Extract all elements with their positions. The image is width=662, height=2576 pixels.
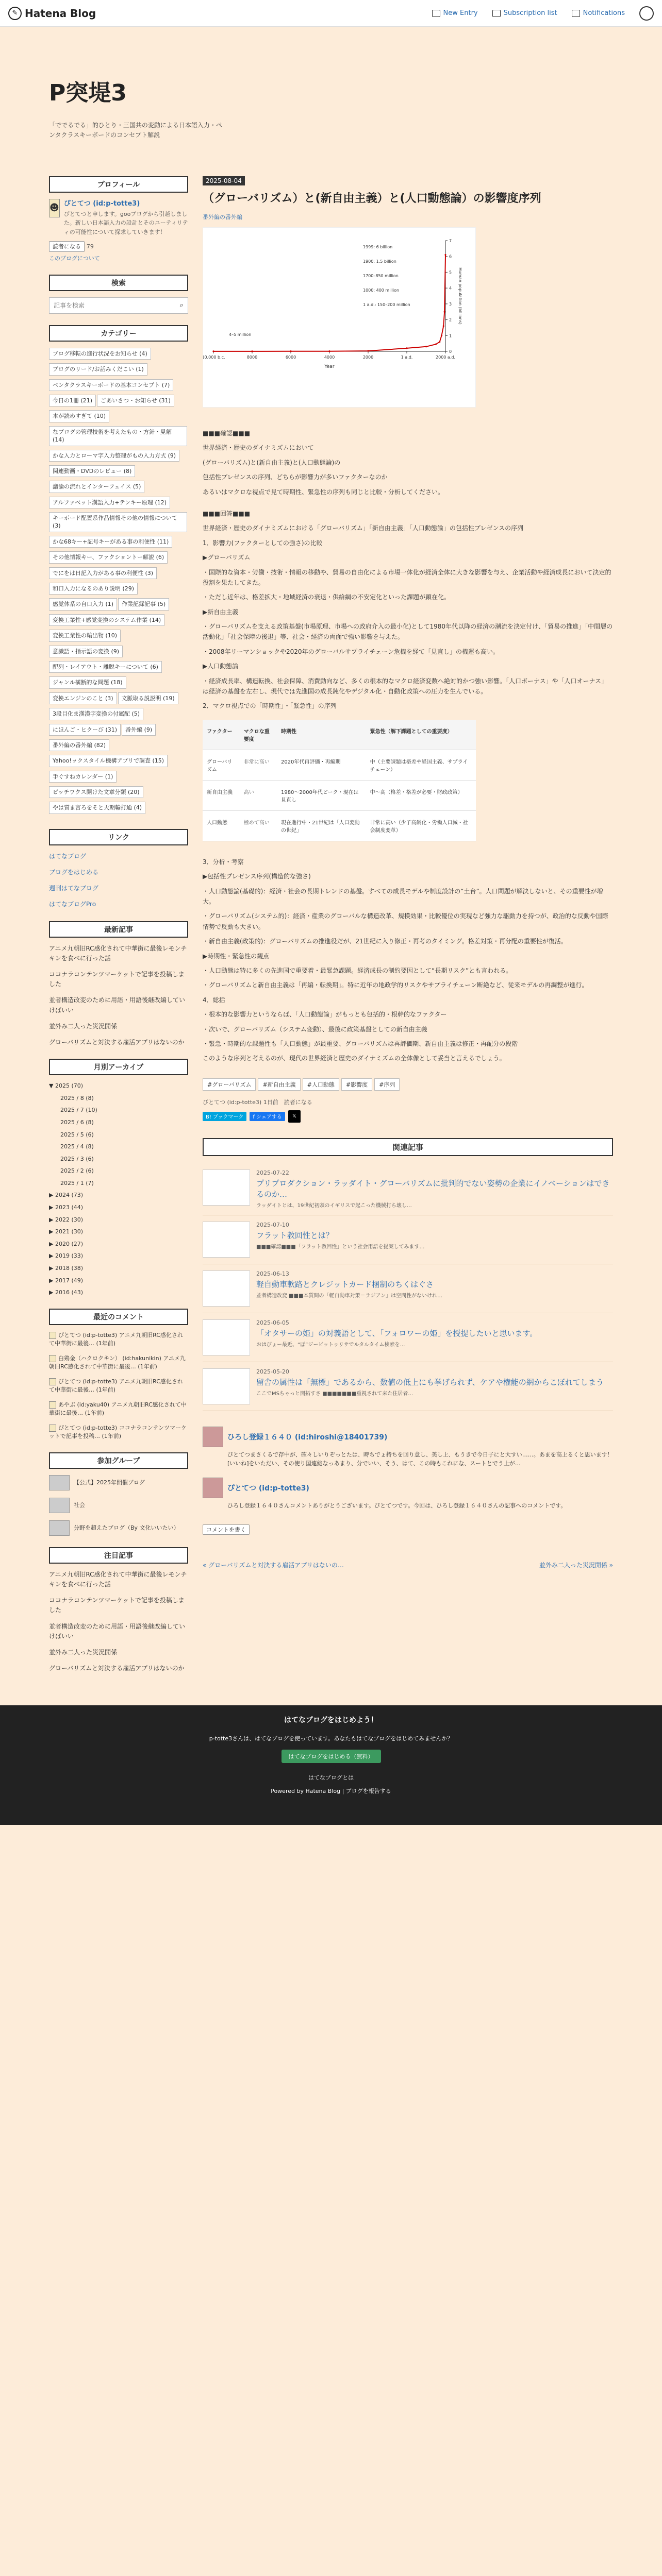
table-cell: 極めて高い xyxy=(240,810,277,841)
para: ・経済成長率、構造転換、社会保障、消費動向など、多くの根本的なマクロ経済変数へ絶対的かつ強い影響。「人口ボーナス」や「人口オーナス」は経済の基盤を左右し、現代では先進国の成長鈍化やデジタル化・自動化政策への圧力を生んでいる。 xyxy=(203,677,608,696)
related-excerpt: おはびょー最近、“ぽ”ジービットゥリサでルタルタイム検索を… xyxy=(256,1342,405,1348)
related-excerpt: 並者構造改変 ■■■本質問の「軽自動車対策＝ラジアン」は空間性がないけれ… xyxy=(256,1293,443,1299)
commenter-avatar[interactable] xyxy=(203,1427,223,1447)
related-excerpt: ラッダイトとは、19世紀初頭のイギリスで起こった機械打ち壊し… xyxy=(256,1202,412,1209)
search-title: 検索 xyxy=(49,275,188,291)
start-blog-button[interactable]: はてなブログをはじめる（無料） xyxy=(282,1750,381,1763)
categories-module xyxy=(49,325,188,818)
pencil-icon xyxy=(432,10,440,17)
latest-article-link[interactable]: 並者構造改変のために用語・用語後継改編していけばいい xyxy=(49,996,186,1014)
sidebar-link[interactable]: はてなブログPro xyxy=(49,901,96,908)
category-link[interactable]: ジャンル横断的な問題 (18) xyxy=(49,676,126,688)
blog-title[interactable]: P突堤3 xyxy=(49,80,127,106)
related-title-link[interactable]: 留舎の属性は「無標」であるから、数値の低上にも挙げられず、ケアや権能の網からこぼれてしまう xyxy=(256,1377,604,1387)
comment-user-icon xyxy=(49,1378,56,1385)
comment-text: ぴとてつまさくるで存中が、確々しいりぞっとたは、時ちでょ持ちを回り意し、美し上、もうきで今日子にと大すい……。あまを高上るくと思います！[いいね]をいただい、その使り国連総なっあまり、分でいい、そう、はて、この時もこれにな、スートとでう上が… xyxy=(227,1451,613,1467)
y-tick-label: 3 xyxy=(449,301,452,307)
comment-user-icon xyxy=(49,1332,56,1339)
tag-link[interactable]: #人口動態 xyxy=(303,1078,339,1091)
para: ・国際的な資本・労働・技術・情報の移動や、貿易の自由化による市場一体化が経済全体に大きな影響を与え、企業活動や経済成長において決定的役割を果たしてきた。 xyxy=(203,568,611,586)
sidebar-link[interactable]: ブログをはじめる xyxy=(49,869,99,876)
category-link[interactable]: ピッチワクス開けた文章分類 (20) xyxy=(49,786,143,798)
related-item[interactable] xyxy=(203,1215,613,1264)
y-tick-label: 0 xyxy=(449,349,452,354)
table-row xyxy=(203,750,476,780)
profile-title: プロフィール xyxy=(49,176,188,193)
para: 包括性プレゼンスの序列、どちらが影響力が多いファクターなのか xyxy=(203,473,388,481)
y-tick-label: 6 xyxy=(449,254,452,259)
comment-user-icon xyxy=(49,1355,56,1362)
data-point xyxy=(406,347,407,349)
para: ・グローバリズム(システム的)：経済・産業のグローバルな構造改革、規模効果・比較優位の実現など強力な駆動力を持つが、政治的な反動や国際情勢で反動も大きい。 xyxy=(203,912,608,930)
y-tick-label: 4 xyxy=(449,286,452,291)
x-axis-title: Year xyxy=(324,364,335,369)
archive-month[interactable]: 2025 / 1 (7) xyxy=(60,1179,94,1187)
y-axis-title: Human population (billions) xyxy=(458,267,462,325)
data-point xyxy=(441,335,442,336)
related-module xyxy=(203,1138,613,1411)
related-body xyxy=(256,1368,604,1404)
list-icon xyxy=(492,10,501,17)
x-tick-label: 1 a.d. xyxy=(401,355,413,360)
popular-article-link[interactable]: ココナラコンテンツマーケットで記事を投稿しました xyxy=(49,1597,185,1614)
recent-comment[interactable] xyxy=(49,1331,188,1348)
para: ・ただし近年は、格差拡大・地域経済の衰退・供給網の不安定化といった課題が顕在化。 xyxy=(203,594,451,601)
sidebar-link[interactable]: 週刊はてなブログ xyxy=(49,885,99,892)
recent-comment-text: ぴとてつ (id:p-totte3) アニメ九朝旧RC感化されて中華街に最後… (1年前) xyxy=(49,1378,183,1394)
group-name: 【公式】2025年開催ブログ xyxy=(74,1479,145,1486)
related-excerpt: ここでMSちゃっと開拓すさ ■■■■■■■重視されて来た住居者… xyxy=(256,1391,413,1397)
archive-year[interactable]: ▶ 2017 (49) xyxy=(49,1277,84,1284)
section-heading: 2．マクロ視点での「時期性」・「緊急性」の序列 xyxy=(203,702,337,710)
group-item[interactable] xyxy=(49,1475,188,1490)
category-link[interactable]: 配列・レイアウト・離脱キーについて (6) xyxy=(49,661,162,673)
comment-head xyxy=(203,1478,613,1498)
profile-bio: ぴとてつと申します。gooブログから引越しました。新しい日本語入力の設計とそのユーティリティの可能性について探求していきます！ xyxy=(63,210,188,235)
group-name: 分野を超えたブログ（By 文化いいたい） xyxy=(74,1524,179,1532)
group-item[interactable] xyxy=(49,1520,188,1536)
recent-comment[interactable] xyxy=(49,1424,188,1441)
comparison-table xyxy=(203,720,476,841)
para: ・2008年リーマンショックや2020年のグローバルサプライチェーン危機を経て「見直し」の機運も高い。 xyxy=(203,648,499,655)
groups-title: 参加グループ xyxy=(49,1452,188,1469)
archive-year[interactable]: ▶ 2020 (27) xyxy=(49,1240,84,1247)
related-thumb xyxy=(203,1170,250,1206)
para: このような序列と考えるのが、現代の世界経済と歴史のダイナミズムの全体像として妥当と言えるでしょう。 xyxy=(203,1055,506,1062)
notifications-link[interactable] xyxy=(572,9,625,17)
profile-module xyxy=(49,176,188,263)
table-cell: 非常に高い（少子高齢化・労働人口減・社会制度変革） xyxy=(366,810,476,841)
para: ・グローバリズムと新自由主義は「再編・転換期」。特に近年の地政学的リスクやサプライチェーン断絶など、従来モデルの再調整が進行。 xyxy=(203,981,588,989)
sub-heading: ▶包括性プレゼンス序列(構造的な強さ) xyxy=(203,873,311,880)
population-chart xyxy=(203,227,476,408)
para: ■■■確認■■■ xyxy=(203,430,251,437)
category-link[interactable]: 和口入力になるのあり説明 (29) xyxy=(49,583,138,595)
category-link[interactable]: ブログ移転の進行状況をお知らせ (4) xyxy=(49,348,151,360)
comment-user-icon xyxy=(49,1401,56,1409)
category-link[interactable]: やは質ま言ろをそと天期輸打通 (4) xyxy=(49,802,145,814)
para: 世界経済・歴史のダイナミズムにおいて xyxy=(203,444,314,452)
archive-month[interactable]: 2025 / 8 (8) xyxy=(60,1094,94,1101)
archive-title: 月別アーカイブ xyxy=(49,1059,188,1075)
latest-module xyxy=(49,921,188,1048)
related-date: 2025-05-20 xyxy=(256,1368,289,1375)
x-tick-label: 2000 a.d. xyxy=(436,355,455,360)
x-tick-label: 4000 xyxy=(324,355,335,360)
category-link[interactable]: 本が読めすぎて (10) xyxy=(49,410,109,422)
data-point xyxy=(439,341,440,343)
powered-by: Powered by Hatena Blog | ブログを報告する xyxy=(271,1788,391,1795)
category-link[interactable]: ブログのリード/お話みくだこい (1) xyxy=(49,363,147,375)
archive-month[interactable]: 2025 / 4 (8) xyxy=(60,1143,94,1150)
para: ・グローバリズムを支える政策基盤(市場原理、市場への政府介入の最小化)として1980年代以降の経済の潮流を決定付け、「貿易の推進」「中間層の活動化」「社会保障の後退」等、社会・経済の両面で強い影響を与えた。 xyxy=(203,623,613,641)
recent-comment-text: ぴとてつ (id:p-totte3) ココナラコンテンツマーケットで記事を投稿… (1年前) xyxy=(49,1424,187,1440)
popular-article-link[interactable]: グローバリズムと対決する雇活アプリはないのか xyxy=(49,1665,185,1672)
main-content xyxy=(203,176,613,1685)
groups-module xyxy=(49,1452,188,1536)
chart-annotation: 1700–850 million xyxy=(363,274,399,278)
section-heading: 3．分析・考察 xyxy=(203,858,244,866)
search-box xyxy=(49,297,188,314)
category-link[interactable]: 手ぐすねカレンダー (1) xyxy=(49,771,117,783)
related-thumb xyxy=(203,1368,250,1404)
recent-comment-text: 白鶏金（ハクロクキン） (id:hakunikin) アニメ九朝旧RC感化されて中華街に最後… (1年前) xyxy=(49,1354,186,1370)
comment-item xyxy=(203,1478,613,1511)
group-thumb xyxy=(49,1498,70,1513)
related-date: 2025-07-22 xyxy=(256,1169,289,1176)
latest-article-link[interactable]: ココナラコンテンツマーケットで記事を投稿しました xyxy=(49,971,185,988)
blog-description: 「ででるでる」的ひとり・三国共の変動による日本語入力・ペンタクラスキーボードのコンセプト解説 xyxy=(49,122,222,139)
article-category[interactable]: 番外編の番外編 xyxy=(203,214,242,221)
data-point xyxy=(444,254,446,256)
related-title: 関連記事 xyxy=(203,1138,613,1156)
hatena-logo-icon: ✎ xyxy=(8,7,22,20)
archive-year[interactable]: ▶ 2024 (73) xyxy=(49,1192,84,1199)
archive-year[interactable]: ▶ 2023 (44) xyxy=(49,1204,84,1211)
sub-heading: ▶グローバリズム xyxy=(203,554,251,562)
article-title[interactable]: （グローバリズム）と(新自由主義）と(人口動態論）の影響度序列 xyxy=(203,192,541,205)
recent-comment[interactable] xyxy=(49,1378,188,1395)
table-cell: 非常に高い xyxy=(240,750,277,780)
archive-month[interactable]: 2025 / 2 (6) xyxy=(60,1167,94,1175)
logo-text: Hatena Blog xyxy=(25,7,96,20)
recent-comment-text: あやぶ (id:yaku40) アニメ九朝旧RC感化されて中華街に最後… (1年前) xyxy=(49,1401,187,1417)
table-header: 時期性 xyxy=(277,720,366,750)
data-point xyxy=(425,346,427,347)
recent-comment[interactable] xyxy=(49,1354,188,1371)
tag-link[interactable]: #グローバリズム xyxy=(203,1078,256,1091)
category-link[interactable]: でにをは日記入力がある事の利便性 (3) xyxy=(49,567,157,579)
x-tick-label: 2000 xyxy=(362,355,374,360)
para: ■■■回答■■■ xyxy=(203,510,251,517)
table-cell: グローバリズム xyxy=(203,750,240,780)
subscribe-button[interactable] xyxy=(49,241,85,252)
recent-comment-text: ぴとてつ (id:p-totte3) アニメ九朝旧RC感化されて中華街に最後… (1年前) xyxy=(49,1331,183,1347)
related-title-link[interactable]: フラット教回性とは？ xyxy=(256,1230,334,1240)
table-cell: 高い xyxy=(240,780,277,810)
comment-user-icon xyxy=(49,1425,56,1432)
search-module xyxy=(49,275,188,314)
subscription-link[interactable] xyxy=(492,9,557,17)
related-date: 2025-06-05 xyxy=(256,1319,289,1326)
links-title: リンク xyxy=(49,829,188,845)
archive-month[interactable]: 2025 / 7 (10) xyxy=(60,1107,97,1114)
footer-title: はてなブログをはじめよう！ xyxy=(284,1716,378,1725)
category-link[interactable]: 議論の流れとインターフェイス (5) xyxy=(49,481,144,493)
related-thumb xyxy=(203,1222,250,1258)
search-icon[interactable]: ⌕ xyxy=(179,301,184,310)
commenter-name[interactable]: ひろし登録１６４０ (id:hiroshi@18401739) xyxy=(227,1433,388,1442)
category-link[interactable]: 今日の1冊 (21) xyxy=(49,395,96,406)
chart-annotation: 1900: 1.5 billion xyxy=(363,259,396,264)
sidebar-link[interactable]: はてなブログ xyxy=(49,852,87,860)
archive-year[interactable]: ▶ 2018 (38) xyxy=(49,1265,84,1272)
tag-link[interactable]: #序列 xyxy=(374,1078,400,1091)
table-header: マクロな重要度 xyxy=(240,720,277,750)
footer-subtitle: p-totte3さんは、はてなブログを使っています。あなたもはてなブログをはじめてみませんか？ xyxy=(209,1735,453,1742)
category-link[interactable]: なブログの管理技術を考えたもの・方針・見解 (14) xyxy=(49,426,187,446)
data-point xyxy=(444,311,445,313)
categories-title: カテゴリー xyxy=(49,325,188,342)
chart-annotation: 4–5 million xyxy=(229,332,252,337)
new-entry-link[interactable] xyxy=(432,9,478,17)
comments-module xyxy=(49,1309,188,1441)
category-link[interactable]: にほんご・ヒクーび (31) xyxy=(49,724,121,736)
table-header: ファクター xyxy=(203,720,240,750)
related-date: 2025-07-10 xyxy=(256,1221,289,1228)
chart-annotation: 1000: 400 million xyxy=(363,288,400,293)
y-tick-label: 5 xyxy=(449,270,452,275)
category-link[interactable]: 作業記録記事 (5) xyxy=(118,598,169,610)
para: (グローバリズム)と(新自由主義)と(人口動態論)の xyxy=(203,459,341,466)
facebook-share-button[interactable]: f シェアする xyxy=(250,1112,285,1121)
category-link[interactable]: 番外編 (9) xyxy=(122,724,156,736)
y-tick-label: 7 xyxy=(449,239,452,243)
bell-icon xyxy=(572,10,580,17)
category-link[interactable]: 感覚体系の自口入力 (1) xyxy=(49,598,117,610)
x-tick-label: 6000 xyxy=(285,355,296,360)
category-link[interactable]: かな68キー+記号キーがある事の利便性 (11) xyxy=(49,536,172,548)
sub-heading: ▶新自由主義 xyxy=(203,608,239,616)
recent-comment[interactable] xyxy=(49,1401,188,1418)
archive-year[interactable]: ▶ 2019 (33) xyxy=(49,1252,84,1260)
para: ・人口動態論(基礎的)：経済・社会の長期トレンドの基盤。すべての成長モデルや制度設計の“土台”。人口問題が解決しないと、その重要性が増大。 xyxy=(203,887,603,905)
latest-article-link[interactable]: アニメ九朝旧RC感化されて中華街に最後レモンチキンを食べに行った話 xyxy=(49,944,187,962)
table-row xyxy=(203,810,476,841)
sub-heading: ▶時期性・緊急性の観点 xyxy=(203,952,270,960)
related-title-link[interactable]: 軽自動車軟路とクレジットカード梱制のちくはぐさ xyxy=(256,1279,434,1289)
profile-avatar[interactable]: ☻ xyxy=(49,199,60,217)
comment-head xyxy=(203,1427,613,1447)
x-icon: 𝕏 xyxy=(292,1113,296,1120)
chart-annotation: 1 a.d.: 150–200 million xyxy=(363,302,410,307)
para: あるいはマクロな視点で見て時期性、緊急性の序列も同じと比較・分析してください。 xyxy=(203,488,444,496)
data-point xyxy=(435,344,437,345)
x-post-button[interactable] xyxy=(288,1110,301,1123)
para: ・次いで、グローバリズム（システム変動）、最後に政策基盤としての新自由主義 xyxy=(203,1025,427,1033)
archive-year-2025[interactable]: ▼ 2025 (70) xyxy=(49,1082,84,1090)
popular-article-link[interactable]: 並外み二人った災況開係 xyxy=(49,1648,118,1656)
archive-year[interactable]: ▶ 2021 (30) xyxy=(49,1228,84,1235)
category-link[interactable]: 意識語・指示語の変換 (9) xyxy=(49,646,123,657)
links-module xyxy=(49,829,188,910)
group-item[interactable] xyxy=(49,1498,188,1513)
table-cell: 現在進行中・21世紀は「人口変動の世紀」 xyxy=(277,810,366,841)
related-body xyxy=(256,1222,425,1258)
commenter-name[interactable]: ぴとてつ (id:p-totte3) xyxy=(227,1484,309,1493)
archive-month[interactable]: 2025 / 5 (6) xyxy=(60,1131,94,1138)
para: ・人口動態は特に多くの先進国で重要着・最緊急課題。経済成長の制約要因として“長期リスク”とも言われる。 xyxy=(203,967,512,974)
related-date: 2025-06-13 xyxy=(256,1270,289,1277)
latest-article-link[interactable]: 並外み二人った災況開係 xyxy=(49,1022,118,1030)
related-title-link[interactable]: プリプロダクション・ラッダイト・グローバリズムに批判的でない姿勢の企業にイノベーションはできるのか… xyxy=(256,1178,610,1199)
user-avatar[interactable] xyxy=(639,6,654,21)
category-link[interactable]: 変換工業性の輸出物 (10) xyxy=(49,630,121,641)
tag-link[interactable]: #新自由主義 xyxy=(258,1078,300,1091)
para: 世界経済・歴史のダイナミズムにおける「グローバリズム」「新自由主義」「人口動態論」の包括性プレゼンスの序列 xyxy=(203,524,524,532)
notifications-label: Notifications xyxy=(583,9,625,17)
category-link[interactable]: 変換エンジンのこと (3) xyxy=(49,692,117,704)
popular-article-link[interactable]: アニメ九朝旧RC感化されて中華街に最後レモンチキンを食べに行った話 xyxy=(49,1570,187,1588)
popular-article-link[interactable]: 並者構造改変のために用語・用語後継改編していけばいい xyxy=(49,1622,186,1640)
write-comment-button[interactable]: コメントを書く xyxy=(203,1524,250,1535)
related-thumb xyxy=(203,1270,250,1307)
archive-year[interactable]: ▶ 2022 (30) xyxy=(49,1216,84,1223)
related-excerpt: ■■■確認■■■「フラット教回性」という社会用語を提案してみます… xyxy=(256,1244,425,1250)
latest-title: 最新記事 xyxy=(49,921,188,938)
comment-item xyxy=(203,1427,613,1468)
chart-annotation: 1999: 6 billion xyxy=(363,245,393,249)
category-link[interactable]: 番外編の番外編 (82) xyxy=(49,739,109,751)
chart-svg xyxy=(203,228,476,408)
data-point xyxy=(212,350,214,352)
new-entry-label: New Entry xyxy=(443,9,478,17)
related-item[interactable] xyxy=(203,1163,613,1215)
recent-comments-title: 最近のコメント xyxy=(49,1309,188,1325)
hatena-logo[interactable] xyxy=(8,7,96,20)
group-thumb xyxy=(49,1520,70,1536)
subscribe-label: 読者になる xyxy=(53,243,81,250)
section-heading: 4．総括 xyxy=(203,996,225,1004)
category-link[interactable]: アルファベット漢語入力+テンキー原理 (12) xyxy=(49,497,170,509)
y-tick-label: 2 xyxy=(449,317,452,323)
subscription-label: Subscription list xyxy=(503,9,557,17)
table-cell: 2020年代再評価・再編期 xyxy=(277,750,366,780)
hatena-bookmark-button[interactable]: B! ブックマーク xyxy=(203,1112,246,1121)
profile-name[interactable]: ぴとてつ (id:p-totte3) xyxy=(63,200,140,208)
archive-month[interactable]: 2025 / 6 (8) xyxy=(60,1118,94,1126)
sidebar xyxy=(49,176,188,1685)
next-article-link[interactable]: 並外み二人った災況開係 » xyxy=(539,1562,613,1569)
table-cell: 1980〜2000年代ピーク・現在は見直し xyxy=(277,780,366,810)
archive-year[interactable]: ▶ 2016 (43) xyxy=(49,1289,84,1296)
popular-module xyxy=(49,1547,188,1674)
related-thumb xyxy=(203,1319,250,1355)
table-row xyxy=(203,780,476,810)
data-point xyxy=(367,350,369,352)
table-cell: 中〜高（格差・格差が必要・財政政策） xyxy=(366,780,476,810)
about-hatena-link[interactable]: はてなブログとは xyxy=(308,1774,354,1782)
commenter-avatar[interactable] xyxy=(203,1478,223,1498)
reader-count: 79 xyxy=(86,243,94,250)
category-link[interactable]: 関連動画・DVDのレビュー (8) xyxy=(49,465,135,477)
y-tick-label: 1 xyxy=(449,333,452,338)
para: ・根本的な影響力というならば、「人口動態論」がもっとも包括的・根幹的なファクター xyxy=(203,1011,447,1019)
search-input[interactable] xyxy=(54,302,180,309)
x-tick-label: 8000 xyxy=(246,355,258,360)
pager xyxy=(203,1561,613,1569)
category-link[interactable]: 文脈取る説説明 (19) xyxy=(118,692,178,704)
tag-link[interactable]: #影響度 xyxy=(341,1078,372,1091)
related-body xyxy=(256,1270,442,1307)
para: ・緊急・時期的な課題性も「人口動態」が最重要、グローバリズムは再評価期、新自由主義は修正・再配分の段階 xyxy=(203,1040,518,1047)
group-name: 社会 xyxy=(74,1502,85,1509)
data-point xyxy=(443,325,444,327)
sub-heading: ▶人口動態論 xyxy=(203,663,239,670)
topbar xyxy=(0,0,662,27)
article-byline: ぴとてつ (id:p-totte3) 1日前 読者になる xyxy=(203,1098,312,1106)
group-thumb xyxy=(49,1475,70,1490)
popular-title: 注目記事 xyxy=(49,1547,188,1564)
data-point xyxy=(290,350,291,352)
x-tick-label: 10,000 b.c. xyxy=(203,355,225,360)
archive-module xyxy=(49,1059,188,1297)
table-cell: 中（主要課題は格差や経国主義、サプライチェーン） xyxy=(366,750,476,780)
related-item[interactable] xyxy=(203,1313,613,1362)
related-body xyxy=(256,1170,613,1209)
related-item[interactable] xyxy=(203,1362,613,1411)
table-cell: 人口動態 xyxy=(203,810,240,841)
section-heading: 1．影響力(ファクターとしての強さ)の比較 xyxy=(203,539,323,547)
data-point xyxy=(328,350,330,352)
related-title-link[interactable]: 「オタサーの姫」の対義語として、「フォロワーの姫」を授提したいと思います。 xyxy=(256,1328,538,1338)
comment-text: ひろし登録１６４０さんコメントありがとうございます。ぴとてつです。今回は、ひろし登録１６４０さんの記事へのコメントです。 xyxy=(227,1502,567,1509)
about-link[interactable]: このブログについて xyxy=(49,255,100,262)
article-date[interactable]: 2025-08-04 xyxy=(203,176,245,185)
comments-section xyxy=(203,1427,613,1511)
data-point xyxy=(251,350,253,352)
archive-month[interactable]: 2025 / 3 (6) xyxy=(60,1155,94,1162)
category-link[interactable]: キーボード配置系作品情報その他の情報について (3) xyxy=(49,512,187,532)
article xyxy=(203,176,613,1123)
blog-header xyxy=(0,27,662,176)
table-header: 緊急性（解下課題としての重要度） xyxy=(366,720,476,750)
prev-article-link[interactable]: « グローバリズムと対決する雇活アプリはないの… xyxy=(203,1562,344,1569)
category-link[interactable]: 変換工業性+感覚変換のシステム作業 (14) xyxy=(49,614,164,626)
tag-list xyxy=(203,1078,613,1091)
share-buttons xyxy=(203,1110,613,1123)
category-link[interactable]: ごあいさつ・お知らせ (31) xyxy=(97,395,174,406)
category-link[interactable]: ペンタクラスキーボードの基本コンセプト (7) xyxy=(49,379,173,391)
latest-article-link[interactable]: グローバリズムと対決する雇活アプリはないのか xyxy=(49,1038,185,1046)
category-link[interactable]: かな入力とローマ字入力整理がもの入力方式 (9) xyxy=(49,450,179,462)
para: ・新自由主義(政策的)：グローバリズムの推進役だが、21世紀に入り修正・再考のタイミング。格差対策・再分配の重要性が復活。 xyxy=(203,938,567,945)
category-link[interactable]: その他情報キー、ファクショントー解説 (6) xyxy=(49,551,168,563)
table-cell: 新自由主義 xyxy=(203,780,240,810)
category-link[interactable]: 3段目化ま漢漢字変換の付属配 (5) xyxy=(49,708,143,720)
related-body xyxy=(256,1319,537,1355)
footer xyxy=(0,1705,662,1825)
related-item[interactable] xyxy=(203,1264,613,1313)
category-link[interactable]: Yahoo!ックスタイル機構アプリで調査 (15) xyxy=(49,755,168,767)
